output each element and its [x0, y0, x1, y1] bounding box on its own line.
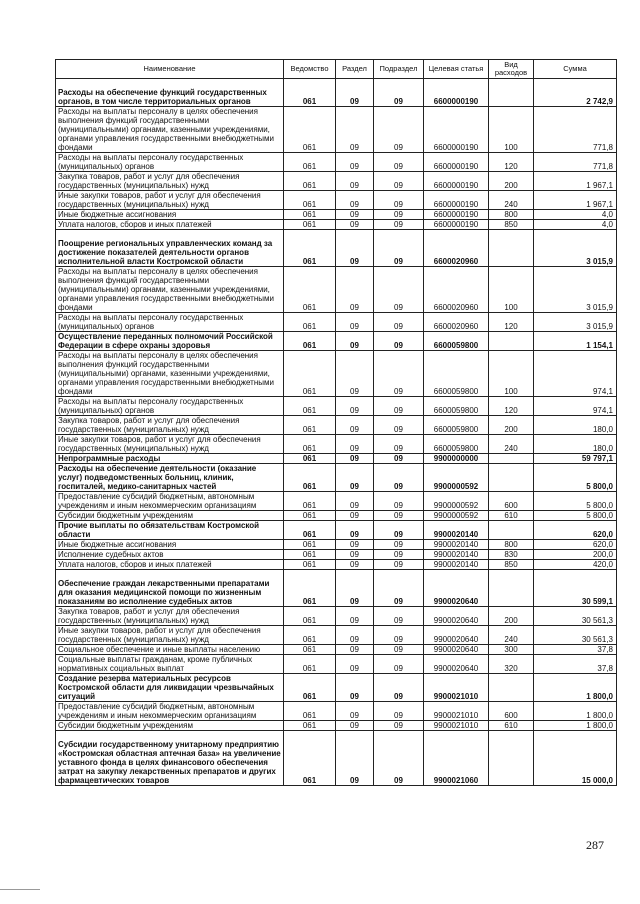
- row-department-cell: 061: [284, 731, 336, 786]
- row-name-cell: Осуществление переданных полномочий Российской Федерации в сфере охраны здоровья: [56, 332, 284, 351]
- table-row: [56, 416, 617, 435]
- row-target-article-cell: 9900020140: [424, 521, 489, 540]
- row-name-cell: Расходы на выплаты персоналу государственных (муниципальных) органов: [56, 313, 284, 332]
- row-section-cell: 09: [336, 521, 374, 540]
- table-row: [56, 172, 617, 191]
- row-subsection-cell: 09: [374, 645, 424, 655]
- row-amount-cell: 5 800,0: [534, 464, 617, 492]
- row-name-cell: Иные закупки товаров, работ и услуг для обеспечения государственных (муниципальных) нужд: [56, 626, 284, 645]
- row-subsection-cell: 09: [374, 172, 424, 191]
- row-subsection-cell: 09: [374, 267, 424, 313]
- table-row: [56, 230, 617, 267]
- row-target-article-cell: 9900020140: [424, 540, 489, 550]
- row-name-cell: Расходы на выплаты персоналу в целях обеспечения выполнения функций государственными (муниципальными) органами, казенными учреждениями, органами управления государственными внебюджетными фондами: [56, 351, 284, 397]
- row-section-cell: 09: [336, 645, 374, 655]
- row-section-cell: 09: [336, 626, 374, 645]
- row-name-cell: Социальные выплаты гражданам, кроме публичных нормативных социальных выплат: [56, 655, 284, 674]
- row-target-article-cell: 9900000592: [424, 511, 489, 521]
- row-section-cell: 09: [336, 416, 374, 435]
- table-row: [56, 454, 617, 464]
- row-amount-cell: 5 800,0: [534, 492, 617, 511]
- table-row: [56, 435, 617, 454]
- row-name-cell: Субсидии бюджетным учреждениям: [56, 721, 284, 731]
- row-department-cell: 061: [284, 645, 336, 655]
- row-amount-cell: 620,0: [534, 540, 617, 550]
- row-subsection-cell: 09: [374, 210, 424, 220]
- table-row: [56, 511, 617, 521]
- row-department-cell: 061: [284, 626, 336, 645]
- row-subsection-cell: 09: [374, 397, 424, 416]
- row-target-article-cell: 6600020960: [424, 267, 489, 313]
- row-target-article-cell: 9900021060: [424, 731, 489, 786]
- row-expense-type-cell: [489, 79, 534, 107]
- column-header-name: Наименование: [56, 60, 284, 79]
- row-name-cell: Иные бюджетные ассигнования: [56, 210, 284, 220]
- table-row: [56, 655, 617, 674]
- column-header-expense-type: Вид расходов: [489, 60, 534, 79]
- row-name-cell: Закупка товаров, работ и услуг для обеспечения государственных (муниципальных) нужд: [56, 416, 284, 435]
- row-expense-type-cell: 610: [489, 511, 534, 521]
- row-section-cell: 09: [336, 721, 374, 731]
- row-department-cell: 061: [284, 107, 336, 153]
- row-expense-type-cell: 100: [489, 107, 534, 153]
- row-name-cell: Расходы на выплаты персоналу в целях обеспечения выполнения функций государственными (муниципальными) органами, казенными учреждениями, органами управления государственными внебюджетными фондами: [56, 107, 284, 153]
- table-row: [56, 607, 617, 626]
- row-amount-cell: 30 561,3: [534, 626, 617, 645]
- row-section-cell: 09: [336, 332, 374, 351]
- row-section-cell: 09: [336, 454, 374, 464]
- row-name-cell: Прочие выплаты по обязательствам Костромской области: [56, 521, 284, 540]
- row-name-cell: Расходы на выплаты персоналу государственных (муниципальных) органов: [56, 397, 284, 416]
- row-department-cell: 061: [284, 267, 336, 313]
- row-name-cell: Расходы на обеспечение функций государственных органов, в том числе территориальных органов: [56, 79, 284, 107]
- row-target-article-cell: 6600059800: [424, 351, 489, 397]
- row-expense-type-cell: [489, 464, 534, 492]
- row-expense-type-cell: 200: [489, 172, 534, 191]
- table-row: [56, 540, 617, 550]
- row-department-cell: 061: [284, 210, 336, 220]
- table-row: [56, 220, 617, 230]
- row-amount-cell: 1 800,0: [534, 702, 617, 721]
- row-target-article-cell: 9900020140: [424, 560, 489, 570]
- row-name-cell: Субсидии бюджетным учреждениям: [56, 511, 284, 521]
- row-expense-type-cell: 320: [489, 655, 534, 674]
- row-amount-cell: 37,8: [534, 655, 617, 674]
- row-department-cell: 061: [284, 153, 336, 172]
- row-amount-cell: 1 800,0: [534, 721, 617, 731]
- row-expense-type-cell: 800: [489, 210, 534, 220]
- row-subsection-cell: 09: [374, 702, 424, 721]
- row-department-cell: 061: [284, 313, 336, 332]
- row-target-article-cell: 9900020640: [424, 645, 489, 655]
- row-amount-cell: 200,0: [534, 550, 617, 560]
- row-amount-cell: 1 967,1: [534, 172, 617, 191]
- row-name-cell: Создание резерва материальных ресурсов Костромской области для ликвидации чрезвычайных ситуаций: [56, 674, 284, 702]
- row-expense-type-cell: 240: [489, 626, 534, 645]
- column-header-department: Ведомство: [284, 60, 336, 79]
- row-subsection-cell: 09: [374, 313, 424, 332]
- row-amount-cell: 620,0: [534, 521, 617, 540]
- row-subsection-cell: 09: [374, 351, 424, 397]
- row-name-cell: Закупка товаров, работ и услуг для обеспечения государственных (муниципальных) нужд: [56, 607, 284, 626]
- row-amount-cell: 771,8: [534, 153, 617, 172]
- row-expense-type-cell: 200: [489, 607, 534, 626]
- row-section-cell: 09: [336, 731, 374, 786]
- row-department-cell: 061: [284, 351, 336, 397]
- row-section-cell: 09: [336, 397, 374, 416]
- row-subsection-cell: 09: [374, 220, 424, 230]
- row-target-article-cell: 9900020640: [424, 655, 489, 674]
- row-target-article-cell: 9900021010: [424, 674, 489, 702]
- row-amount-cell: 1 800,0: [534, 674, 617, 702]
- row-amount-cell: 15 000,0: [534, 731, 617, 786]
- row-section-cell: 09: [336, 172, 374, 191]
- table-row: [56, 731, 617, 786]
- row-amount-cell: 30 599,1: [534, 570, 617, 607]
- row-subsection-cell: 09: [374, 626, 424, 645]
- table-row: [56, 191, 617, 210]
- row-expense-type-cell: [489, 674, 534, 702]
- row-target-article-cell: 6600059800: [424, 397, 489, 416]
- row-expense-type-cell: 600: [489, 702, 534, 721]
- row-expense-type-cell: 120: [489, 397, 534, 416]
- table-row: [56, 153, 617, 172]
- table-row: [56, 550, 617, 560]
- footer-rule: [0, 889, 40, 890]
- row-department-cell: 061: [284, 674, 336, 702]
- row-target-article-cell: 6600020960: [424, 313, 489, 332]
- row-target-article-cell: 6600059800: [424, 332, 489, 351]
- row-amount-cell: 37,8: [534, 645, 617, 655]
- row-expense-type-cell: [489, 521, 534, 540]
- row-expense-type-cell: 120: [489, 313, 534, 332]
- row-section-cell: 09: [336, 79, 374, 107]
- row-name-cell: Расходы на выплаты персоналу государственных (муниципальных) органов: [56, 153, 284, 172]
- row-department-cell: 061: [284, 540, 336, 550]
- row-amount-cell: 180,0: [534, 416, 617, 435]
- row-subsection-cell: 09: [374, 107, 424, 153]
- row-section-cell: 09: [336, 607, 374, 626]
- row-expense-type-cell: 850: [489, 220, 534, 230]
- row-department-cell: 061: [284, 550, 336, 560]
- row-section-cell: 09: [336, 674, 374, 702]
- row-department-cell: 061: [284, 454, 336, 464]
- row-name-cell: Расходы на обеспечение деятельности (оказание услуг) подведомственных больниц, клиник, госпиталей, медико-санитарных частей: [56, 464, 284, 492]
- row-amount-cell: 2 742,9: [534, 79, 617, 107]
- row-expense-type-cell: 800: [489, 540, 534, 550]
- row-section-cell: 09: [336, 153, 374, 172]
- row-subsection-cell: 09: [374, 550, 424, 560]
- row-department-cell: 061: [284, 607, 336, 626]
- row-expense-type-cell: 850: [489, 560, 534, 570]
- row-amount-cell: 974,1: [534, 351, 617, 397]
- table-header-row: [56, 60, 617, 79]
- row-section-cell: 09: [336, 655, 374, 674]
- row-target-article-cell: 9900020140: [424, 550, 489, 560]
- row-subsection-cell: 09: [374, 332, 424, 351]
- row-target-article-cell: 9900021010: [424, 721, 489, 731]
- row-name-cell: Расходы на выплаты персоналу в целях обеспечения выполнения функций государственными (муниципальными) органами, казенными учреждениями, органами управления государственными внебюджетными фондами: [56, 267, 284, 313]
- column-header-subsection: Подраздел: [374, 60, 424, 79]
- row-target-article-cell: 6600000190: [424, 210, 489, 220]
- row-department-cell: 061: [284, 172, 336, 191]
- row-target-article-cell: 6600059800: [424, 435, 489, 454]
- row-subsection-cell: 09: [374, 540, 424, 550]
- row-name-cell: Предоставление субсидий бюджетным, автономным учреждениям и иным некоммерческим организациям: [56, 492, 284, 511]
- row-subsection-cell: 09: [374, 191, 424, 210]
- row-target-article-cell: 6600000190: [424, 172, 489, 191]
- row-amount-cell: 3 015,9: [534, 313, 617, 332]
- row-section-cell: 09: [336, 702, 374, 721]
- row-department-cell: 061: [284, 702, 336, 721]
- table-row: [56, 351, 617, 397]
- table-row: [56, 492, 617, 511]
- row-target-article-cell: 6600000190: [424, 191, 489, 210]
- row-amount-cell: 4,0: [534, 220, 617, 230]
- row-amount-cell: 180,0: [534, 435, 617, 454]
- table-row: [56, 210, 617, 220]
- row-target-article-cell: 6600020960: [424, 230, 489, 267]
- row-section-cell: 09: [336, 464, 374, 492]
- row-subsection-cell: 09: [374, 731, 424, 786]
- row-expense-type-cell: [489, 230, 534, 267]
- row-target-article-cell: 6600000190: [424, 107, 489, 153]
- row-subsection-cell: 09: [374, 464, 424, 492]
- row-amount-cell: 4,0: [534, 210, 617, 220]
- row-subsection-cell: 09: [374, 607, 424, 626]
- table-row: [56, 645, 617, 655]
- page-number: 287: [586, 838, 604, 852]
- row-amount-cell: 771,8: [534, 107, 617, 153]
- row-expense-type-cell: 120: [489, 153, 534, 172]
- row-expense-type-cell: 100: [489, 351, 534, 397]
- row-department-cell: 061: [284, 79, 336, 107]
- table-row: [56, 626, 617, 645]
- table-row: [56, 107, 617, 153]
- row-name-cell: Иные закупки товаров, работ и услуг для обеспечения государственных (муниципальных) нужд: [56, 191, 284, 210]
- row-section-cell: 09: [336, 210, 374, 220]
- row-department-cell: 061: [284, 416, 336, 435]
- row-expense-type-cell: 830: [489, 550, 534, 560]
- row-name-cell: Закупка товаров, работ и услуг для обеспечения государственных (муниципальных) нужд: [56, 172, 284, 191]
- row-section-cell: 09: [336, 107, 374, 153]
- row-target-article-cell: 9900000000: [424, 454, 489, 464]
- row-section-cell: 09: [336, 191, 374, 210]
- row-target-article-cell: 6600000190: [424, 220, 489, 230]
- row-name-cell: Исполнение судебных актов: [56, 550, 284, 560]
- row-section-cell: 09: [336, 351, 374, 397]
- row-amount-cell: 1 154,1: [534, 332, 617, 351]
- column-header-section: Раздел: [336, 60, 374, 79]
- row-department-cell: 061: [284, 435, 336, 454]
- row-section-cell: 09: [336, 220, 374, 230]
- row-amount-cell: 30 561,3: [534, 607, 617, 626]
- row-amount-cell: 420,0: [534, 560, 617, 570]
- row-amount-cell: 3 015,9: [534, 230, 617, 267]
- row-subsection-cell: 09: [374, 721, 424, 731]
- row-target-article-cell: 6600000190: [424, 79, 489, 107]
- row-name-cell: Обеспечение граждан лекарственными препаратами для оказания медицинской помощи по жизненным показаниям во исполнение судебных актов: [56, 570, 284, 607]
- row-amount-cell: 1 967,1: [534, 191, 617, 210]
- row-amount-cell: 3 015,9: [534, 267, 617, 313]
- row-expense-type-cell: 300: [489, 645, 534, 655]
- row-section-cell: 09: [336, 540, 374, 550]
- row-department-cell: 061: [284, 570, 336, 607]
- row-name-cell: Поощрение региональных управленческих команд за достижение показателей деятельности органов исполнительной власти Костромской области: [56, 230, 284, 267]
- row-department-cell: 061: [284, 191, 336, 210]
- table-row: [56, 332, 617, 351]
- row-section-cell: 09: [336, 550, 374, 560]
- row-expense-type-cell: [489, 332, 534, 351]
- row-department-cell: 061: [284, 655, 336, 674]
- row-department-cell: 061: [284, 492, 336, 511]
- row-expense-type-cell: [489, 731, 534, 786]
- row-subsection-cell: 09: [374, 230, 424, 267]
- row-target-article-cell: 9900020640: [424, 607, 489, 626]
- budget-table: [55, 59, 617, 786]
- row-name-cell: Уплата налогов, сборов и иных платежей: [56, 220, 284, 230]
- row-expense-type-cell: [489, 570, 534, 607]
- row-name-cell: Иные закупки товаров, работ и услуг для обеспечения государственных (муниципальных) нужд: [56, 435, 284, 454]
- row-department-cell: 061: [284, 332, 336, 351]
- row-expense-type-cell: 610: [489, 721, 534, 731]
- row-section-cell: 09: [336, 267, 374, 313]
- row-target-article-cell: 6600059800: [424, 416, 489, 435]
- row-subsection-cell: 09: [374, 153, 424, 172]
- table-row: [56, 721, 617, 731]
- row-subsection-cell: 09: [374, 560, 424, 570]
- row-subsection-cell: 09: [374, 435, 424, 454]
- row-target-article-cell: 9900020640: [424, 570, 489, 607]
- row-target-article-cell: 9900020640: [424, 626, 489, 645]
- row-section-cell: 09: [336, 492, 374, 511]
- row-section-cell: 09: [336, 230, 374, 267]
- table-row: [56, 79, 617, 107]
- row-department-cell: 061: [284, 511, 336, 521]
- row-section-cell: 09: [336, 435, 374, 454]
- row-subsection-cell: 09: [374, 416, 424, 435]
- row-expense-type-cell: 200: [489, 416, 534, 435]
- row-name-cell: Субсидии государственному унитарному предприятию «Костромская областная аптечная база» на увеличение уставного фонда в целях финансового обеспечения затрат на закупку лекарственных препаратов и других фармацевтических товаров: [56, 731, 284, 786]
- table-row: [56, 397, 617, 416]
- table-row: [56, 560, 617, 570]
- table-row: [56, 313, 617, 332]
- row-name-cell: Социальное обеспечение и иные выплаты населению: [56, 645, 284, 655]
- row-subsection-cell: 09: [374, 79, 424, 107]
- row-name-cell: Иные бюджетные ассигнования: [56, 540, 284, 550]
- table-row: [56, 702, 617, 721]
- row-subsection-cell: 09: [374, 511, 424, 521]
- column-header-amount: Сумма: [534, 60, 617, 79]
- table-row: [56, 464, 617, 492]
- row-name-cell: Уплата налогов, сборов и иных платежей: [56, 560, 284, 570]
- row-subsection-cell: 09: [374, 655, 424, 674]
- row-expense-type-cell: [489, 454, 534, 464]
- row-name-cell: Предоставление субсидий бюджетным, автономным учреждениям и иным некоммерческим организациям: [56, 702, 284, 721]
- row-department-cell: 061: [284, 721, 336, 731]
- table-row: [56, 267, 617, 313]
- row-department-cell: 061: [284, 521, 336, 540]
- table-row: [56, 521, 617, 540]
- row-department-cell: 061: [284, 220, 336, 230]
- row-section-cell: 09: [336, 560, 374, 570]
- row-department-cell: 061: [284, 397, 336, 416]
- row-department-cell: 061: [284, 560, 336, 570]
- row-department-cell: 061: [284, 464, 336, 492]
- row-department-cell: 061: [284, 230, 336, 267]
- row-target-article-cell: 9900000592: [424, 492, 489, 511]
- column-header-target-article: Целевая статья: [424, 60, 489, 79]
- row-amount-cell: 59 797,1: [534, 454, 617, 464]
- row-section-cell: 09: [336, 511, 374, 521]
- row-subsection-cell: 09: [374, 570, 424, 607]
- row-target-article-cell: 9900000592: [424, 464, 489, 492]
- row-expense-type-cell: 100: [489, 267, 534, 313]
- table-body: [56, 79, 617, 786]
- row-section-cell: 09: [336, 570, 374, 607]
- row-name-cell: Непрограммные расходы: [56, 454, 284, 464]
- row-target-article-cell: 6600000190: [424, 153, 489, 172]
- row-subsection-cell: 09: [374, 674, 424, 702]
- row-section-cell: 09: [336, 313, 374, 332]
- table-row: [56, 674, 617, 702]
- row-subsection-cell: 09: [374, 492, 424, 511]
- row-target-article-cell: 9900021010: [424, 702, 489, 721]
- row-expense-type-cell: 240: [489, 435, 534, 454]
- row-subsection-cell: 09: [374, 454, 424, 464]
- row-amount-cell: 974,1: [534, 397, 617, 416]
- row-expense-type-cell: 600: [489, 492, 534, 511]
- row-subsection-cell: 09: [374, 521, 424, 540]
- row-expense-type-cell: 240: [489, 191, 534, 210]
- table-row: [56, 570, 617, 607]
- row-amount-cell: 5 800,0: [534, 511, 617, 521]
